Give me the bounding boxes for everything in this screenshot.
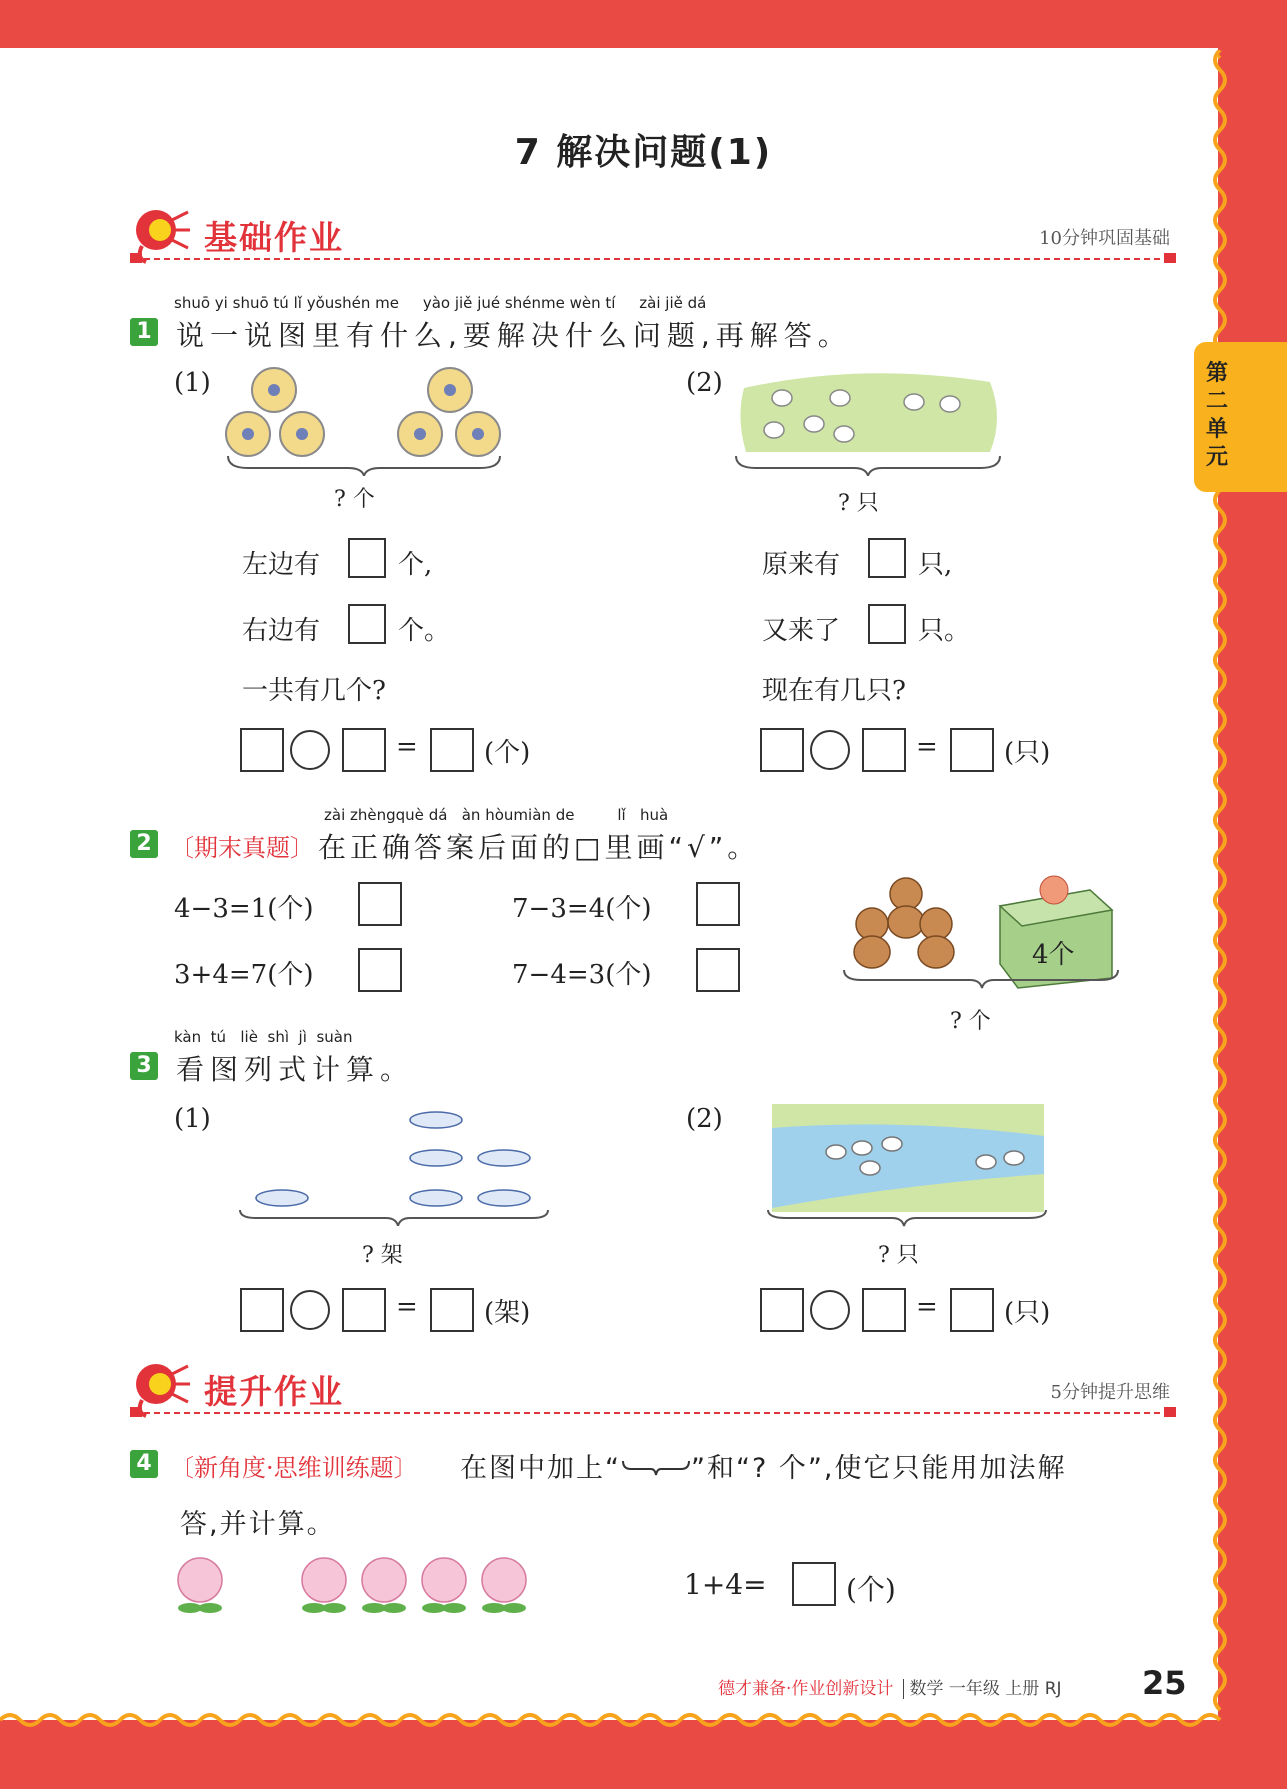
q1-p1-eq-box-1[interactable] — [240, 728, 284, 772]
q1-p2-eq-box-1[interactable] — [760, 728, 804, 772]
q3-p2-eq-operator[interactable] — [810, 1290, 850, 1330]
ducks-river-illustration — [766, 1100, 1050, 1228]
rabbits-illustration — [734, 368, 1004, 476]
q3-part1-question: ? 架 — [362, 1243, 403, 1268]
q3-p2-eq-box-1[interactable] — [760, 1288, 804, 1332]
q1-p1-answer-left[interactable] — [348, 538, 386, 578]
q1-p2-eq-box-2[interactable] — [862, 728, 906, 772]
q1-p1-eq-box-2[interactable] — [342, 728, 386, 772]
section-advanced-note: 5分钟提升思维 — [1050, 1382, 1170, 1403]
q1-p2-eq-operator[interactable] — [810, 730, 850, 770]
q3-p1-eq-result[interactable] — [430, 1288, 474, 1332]
q1-p1-line1-a: 左边有 — [242, 550, 321, 580]
question-number-4: 4 — [130, 1450, 158, 1478]
q2-question: ? 个 — [950, 1009, 991, 1034]
footer-brand: 德才兼备·作业创新设计 — [718, 1679, 894, 1699]
q3-p1-equals: = — [396, 1292, 418, 1322]
q1-part2-label: (2) — [686, 368, 723, 398]
q1-p2-line2-b: 只。 — [918, 616, 971, 646]
q2-check-box-2[interactable] — [696, 882, 740, 926]
q1-p1-line2-b: 个。 — [398, 616, 451, 646]
divider-end-left — [130, 1407, 142, 1417]
question-4-text-cont: 答,并计算。 — [180, 1509, 336, 1540]
q1-p1-line2-a: 右边有 — [242, 616, 321, 646]
q2-option-1: 4−3=1(个) — [174, 894, 314, 924]
q4-equation: 1+4= — [684, 1568, 767, 1601]
q1-p2-equals: = — [916, 732, 938, 762]
q2-option-4: 7−4=3(个) — [512, 960, 652, 990]
q1-p1-line1-b: 个, — [398, 550, 433, 580]
question-number-3: 3 — [130, 1052, 158, 1080]
q1-part1-question: ? 个 — [334, 487, 375, 512]
q1-p1-eq-operator[interactable] — [290, 730, 330, 770]
teddy-bears-and-gift-box-illustration — [840, 860, 1120, 990]
q3-p2-equals: = — [916, 1292, 938, 1322]
bottom-wavy-border — [0, 1700, 1287, 1740]
question-3-pinyin: kàn tú liè shì jì suàn — [174, 1028, 353, 1046]
q2-check-box-4[interactable] — [696, 948, 740, 992]
section-basic-header — [130, 206, 1170, 276]
divider-end-left — [130, 253, 142, 263]
q2-box-label: 4个 — [1032, 940, 1075, 970]
page-number: 25 — [1142, 1664, 1187, 1702]
question-4-text: 在图中加上“ ”和“? 个”,使它只能用加法解 — [460, 1453, 1067, 1484]
q1-p2-line3: 现在有几只? — [762, 676, 906, 706]
brace-symbol-icon — [621, 1457, 691, 1477]
q3-p1-eq-box-2[interactable] — [342, 1288, 386, 1332]
q1-p2-unit: (只) — [1004, 738, 1051, 768]
q1-p2-answer-came[interactable] — [868, 604, 906, 644]
q4-unit: (个) — [846, 1573, 896, 1606]
unit-tab-label: 第二单元 — [1206, 361, 1229, 470]
q3-p1-eq-operator[interactable] — [290, 1290, 330, 1330]
q2-check-box-1[interactable] — [358, 882, 402, 926]
section-basic-label: 基础作业 — [204, 218, 344, 257]
q2-option-3: 3+4=7(个) — [174, 960, 314, 990]
peaches-illustration — [170, 1552, 540, 1618]
airplanes-illustration — [236, 1098, 552, 1226]
q4-answer-box[interactable] — [792, 1562, 836, 1606]
q1-part1-label: (1) — [174, 368, 211, 398]
q1-p2-answer-original[interactable] — [868, 538, 906, 578]
q1-part2-question: ? 只 — [838, 491, 879, 516]
question-4-tag: 〔新角度·思维训练题〕 — [170, 1454, 418, 1482]
q1-p1-equals: = — [396, 732, 418, 762]
question-number-1: 1 — [130, 318, 158, 346]
q3-part2-label: (2) — [686, 1104, 723, 1134]
q1-p2-line2-a: 又来了 — [762, 616, 841, 646]
question-3-text: 看图列式计算。 — [176, 1053, 415, 1086]
footer — [718, 1674, 1062, 1699]
q3-p2-eq-result[interactable] — [950, 1288, 994, 1332]
divider-end-right — [1164, 253, 1176, 263]
q3-part1-label: (1) — [174, 1104, 211, 1134]
q3-p2-eq-box-2[interactable] — [862, 1288, 906, 1332]
q1-p1-line3: 一共有几个? — [242, 676, 386, 706]
q2-option-2: 7−3=4(个) — [512, 894, 652, 924]
q3-p1-eq-box-1[interactable] — [240, 1288, 284, 1332]
section-divider — [134, 1412, 1170, 1414]
divider-end-right — [1164, 1407, 1176, 1417]
q1-p2-line1-b: 只, — [918, 550, 953, 580]
soccer-balls-illustration — [218, 364, 508, 476]
question-2-pinyin: zài zhèngquè dá àn hòumiàn de lǐ huà — [324, 806, 669, 824]
q1-p2-line1-a: 原来有 — [762, 550, 841, 580]
q3-p1-unit: (架) — [484, 1298, 531, 1328]
footer-subject: 数学 一年级 上册 RJ — [903, 1679, 1062, 1699]
question-1-text: 说一说图里有什么,要解决什么问题,再解答。 — [176, 319, 852, 352]
question-1-pinyin: shuō yi shuō tú lǐ yǒushén me yào jiě jué shénme wèn tí zài jiě dá — [174, 294, 707, 312]
section-advanced-header — [130, 1360, 1170, 1430]
page-title: 7 解决问题(1) — [514, 132, 773, 173]
q1-p1-eq-result[interactable] — [430, 728, 474, 772]
section-advanced-label: 提升作业 — [204, 1372, 344, 1411]
right-wavy-border — [1200, 50, 1240, 1730]
q1-p2-eq-result[interactable] — [950, 728, 994, 772]
q1-p1-answer-right[interactable] — [348, 604, 386, 644]
q1-p1-unit: (个) — [484, 738, 531, 768]
q2-check-box-3[interactable] — [358, 948, 402, 992]
section-basic-note: 10分钟巩固基础 — [1039, 228, 1170, 249]
question-number-2: 2 — [130, 830, 158, 858]
unit-tab[interactable] — [1194, 342, 1287, 492]
question-2-text: 在正确答案后面的□里画“√”。 — [318, 831, 760, 864]
section-divider — [134, 258, 1170, 260]
question-2-tag: 〔期末真题〕 — [170, 834, 314, 862]
q3-part2-question: ? 只 — [878, 1243, 919, 1268]
q3-p2-unit: (只) — [1004, 1298, 1051, 1328]
